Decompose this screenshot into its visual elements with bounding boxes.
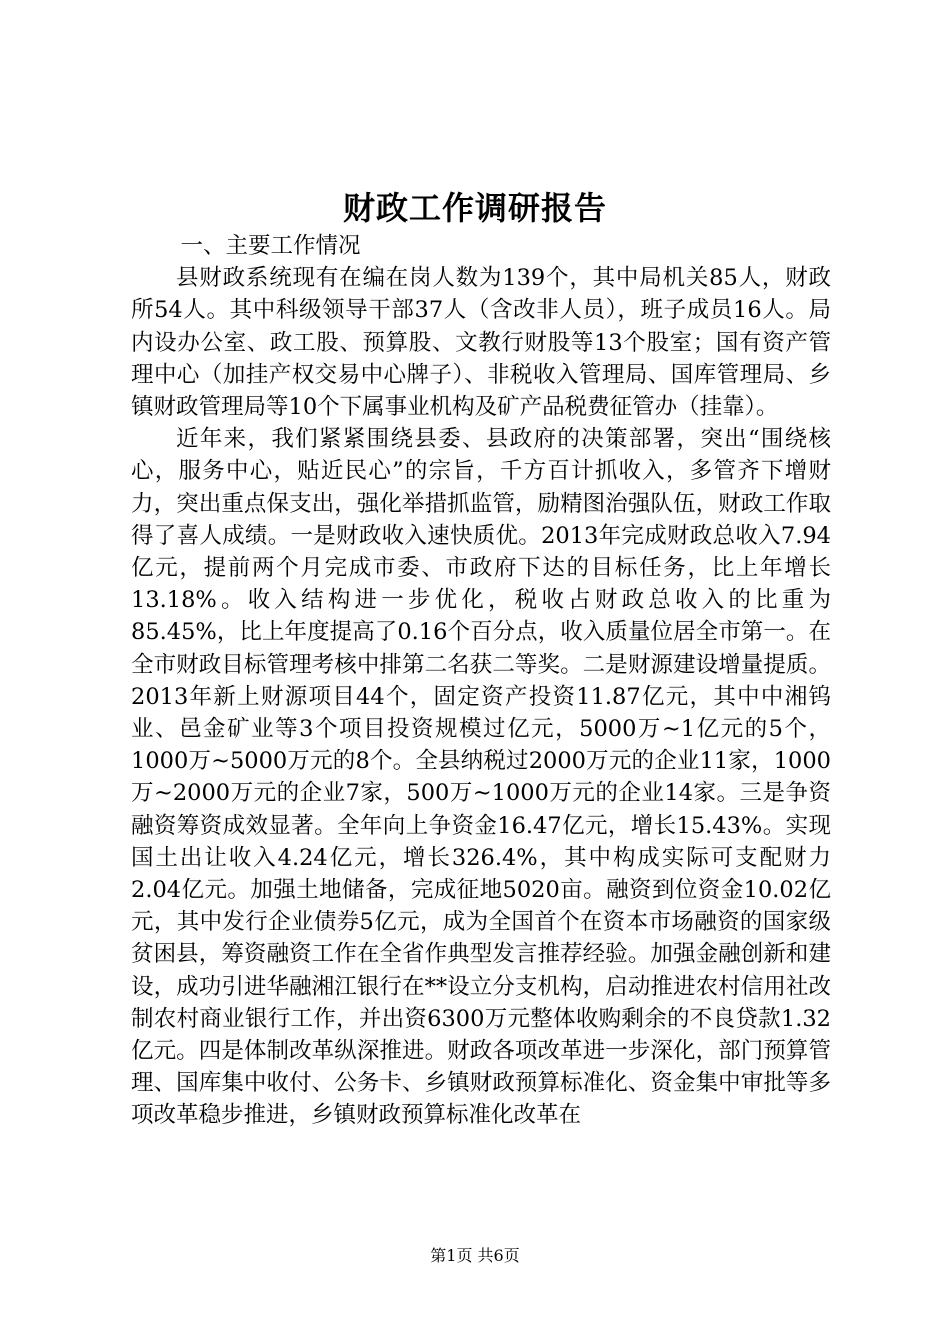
section-heading: 一、主要工作情况 bbox=[180, 233, 361, 259]
paragraph-staffing: 县财政系统现有在编在岗人数为139个，其中局机关85人，财政所54人。其中科级领导干部37人（含改非人员），班子成员16人。局内设办公室、政工股、预算股、文教行财股等13个股室；国有资产管理中心（加挂产权交易中心牌子）、非税收入管理局、国库管理局、乡镇财政管理局等10个下属事业机构及矿产品税费征管办（挂靠）。 bbox=[131, 265, 831, 421]
document-body bbox=[131, 230, 831, 1132]
document-title: 财政工作调研报告 bbox=[342, 189, 607, 227]
page-number-footer: 第1页 共6页 bbox=[430, 1246, 520, 1265]
paragraph-achievements: 近年来，我们紧紧围绕县委、县政府的决策部署，突出“围绕核心，服务中心，贴近民心”的宗旨，千方百计抓收入，多管齐下增财力，突出重点保支出，强化举措抓监管，励精图治强队伍，财政工作取得了喜人成绩。一是财政收入速快质优。2013年完成财政总收入7.94亿元，提前两个月完成市委、市政府下达的目标任务，比上年增长13.18%。收入结构进一步优化，税收占财政总收入的比重为85.45%，比上年度提高了0.16个百分点，收入质量位居全市第一。在全市财政目标管理考核中排第二名获二等奖。二是财源建设增量提质。2013年新上财源项目44个，固定资产投资11.87亿元，其中中湘钨业、邑金矿业等3个项目投资规模过亿元，5000万~1亿元的5个，1000万~5000万元的8个。全县纳税过2000万元的企业11家，1000万~2000万元的企业7家，500万~1000万元的企业14家。三是争资融资筹资成效显著。全年向上争资金16.47亿元，增长15.43%。实现国土出让收入4.24亿元，增长326.4%，其中构成实际可支配财力2.04亿元。加强土地储备，完成征地5020亩。融资到位资金10.02亿元，其中发行企业债券5亿元，成为全国首个在资本市场融资的国家级贫困县，筹资融资工作在全省作典型发言推荐经验。加强金融创新和建设，成功引进华融湘江银行在**设立分支机构，启动推进农村信用社改制农村商业银行工作，并出资6300万元整体收购剩余的不良贷款1.32亿元。四是体制改革纵深推进。财政各项改革进一步深化，部门预算管理、国库集中收付、公务卡、乡镇财政预算标准化、资金集中审批等多项改革稳步推进，乡镇财政预算标准化改革在 bbox=[131, 426, 831, 1129]
